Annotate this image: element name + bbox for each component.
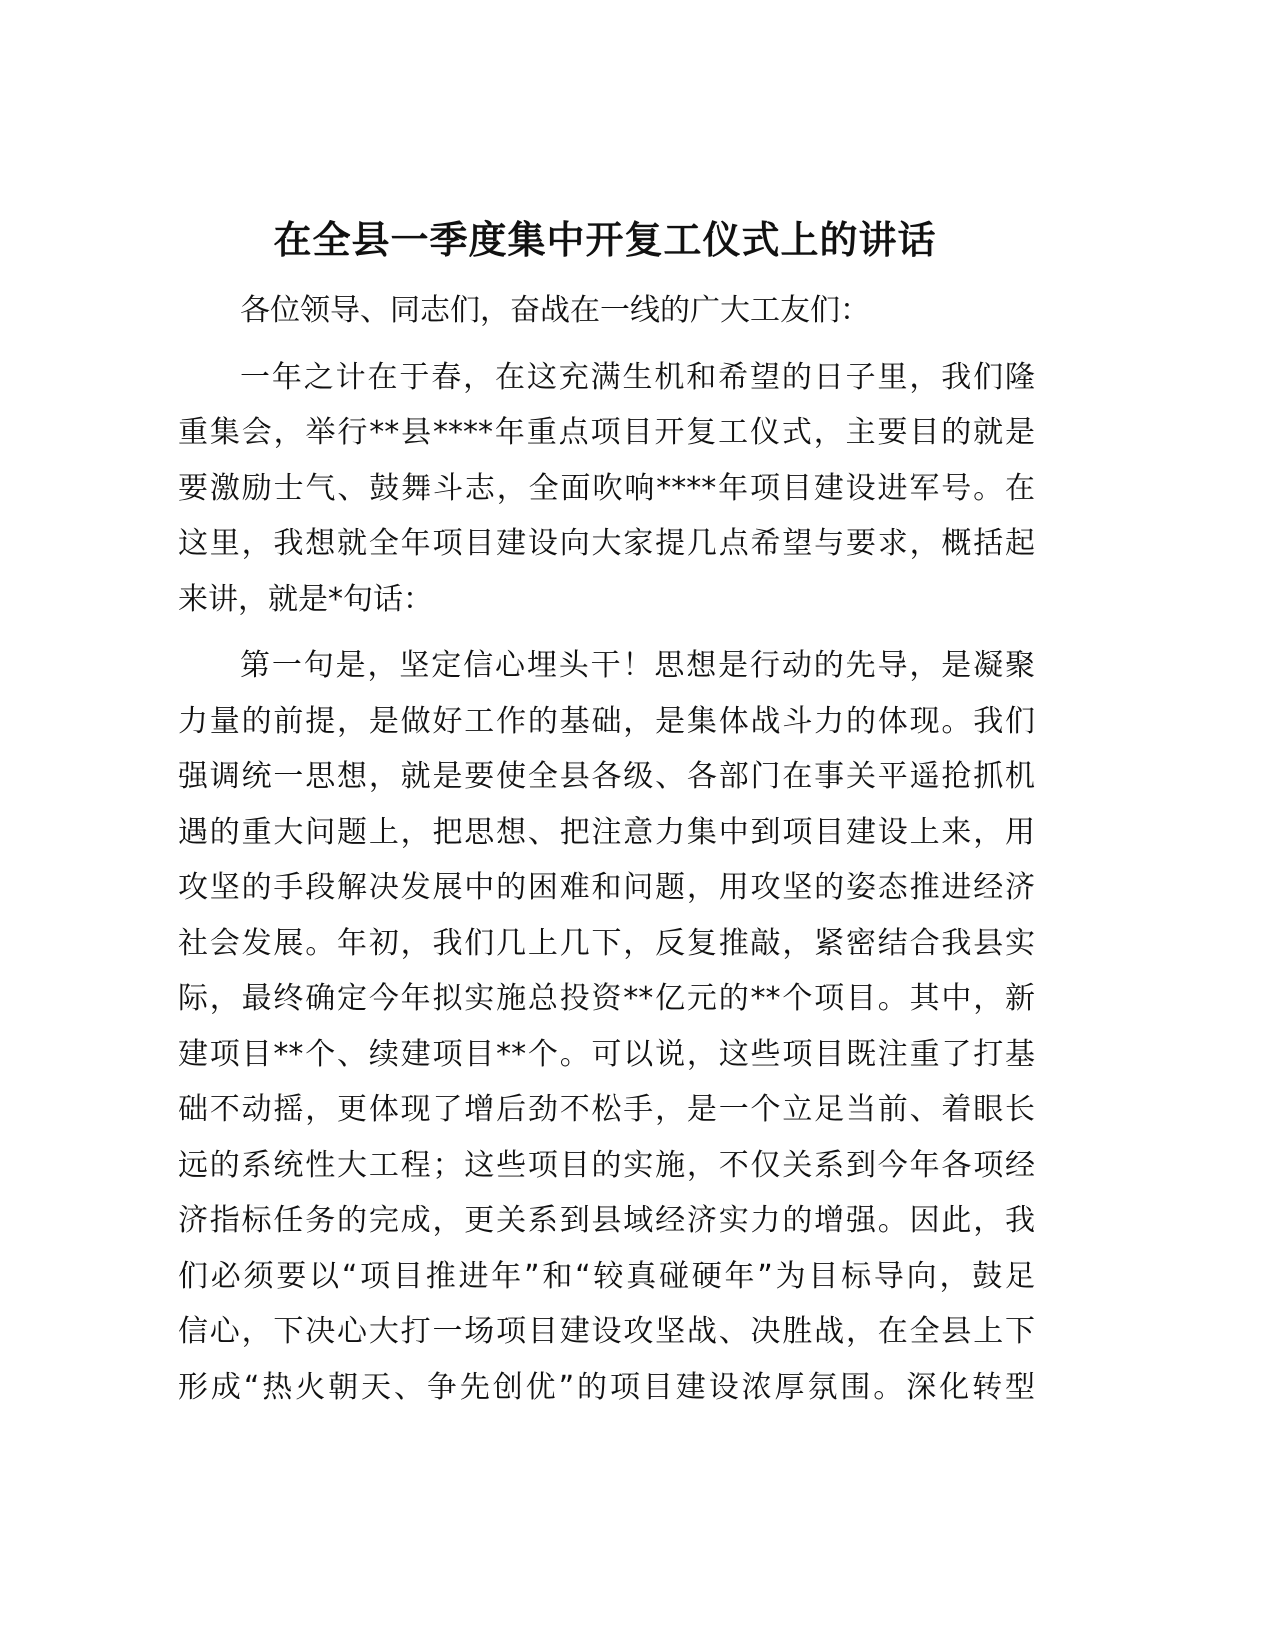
first-point-paragraph [178, 638, 1035, 1415]
salutation-paragraph [178, 283, 1035, 339]
text-line: 攻坚的手段解决发展中的困难和问题，用攻坚的姿态推进经济 [178, 870, 1035, 905]
text-line: 远的系统性大工程；这些项目的实施，不仅关系到今年各项经 [178, 1147, 1035, 1183]
document-body [178, 283, 1035, 1426]
text-line: 济指标任务的完成，更关系到县域经济实力的增强。因此，我 [178, 1203, 1035, 1238]
text-line: 来讲，就是*句话： [178, 581, 433, 617]
text-line: 第一句是，坚定信心埋头干！思想是行动的先导，是凝聚 [240, 648, 1035, 683]
text-line: 建项目**个、续建项目**个。可以说，这些项目既注重了打基 [178, 1036, 1035, 1072]
text-line: 们必须要以“项目推进年”和“较真碰硬年”为目标导向，鼓足 [178, 1258, 1035, 1294]
text-line: 一年之计在于春，在这充满生机和希望的日子里，我们隆 [240, 359, 1035, 395]
text-line: 各位领导、同志们，奋战在一线的广大工友们： [240, 293, 870, 328]
text-line: 重集会，举行**县****年重点项目开复工仪式，主要目的就是 [178, 415, 1035, 450]
text-line: 力量的前提，是做好工作的基础，是集体战斗力的体现。我们 [178, 703, 1035, 739]
text-line: 强调统一思想，就是要使全县各级、各部门在事关平遥抢抓机 [178, 759, 1035, 794]
document-title: 在全县一季度集中开复工仪式上的讲话 [273, 218, 937, 262]
text-line: 这里，我想就全年项目建设向大家提几点希望与要求，概括起 [178, 526, 1035, 561]
text-line: 础不动摇，更体现了增后劲不松手，是一个立足当前、着眼长 [178, 1092, 1035, 1127]
text-line: 要激励士气、鼓舞斗志，全面吹响****年项目建设进军号。在 [178, 470, 1035, 506]
text-line: 形成“热火朝天、争先创优”的项目建设浓厚氛围。深化转型 [178, 1369, 1035, 1405]
intro-paragraph [178, 350, 1035, 628]
text-line: 社会发展。年初，我们几上几下，反复推敲，紧密结合我县实 [178, 925, 1035, 961]
text-line: 遇的重大问题上，把思想、把注意力集中到项目建设上来，用 [178, 814, 1035, 850]
text-line: 际，最终确定今年拟实施总投资**亿元的**个项目。其中，新 [178, 981, 1035, 1016]
text-line: 信心，下决心大打一场项目建设攻坚战、决胜战，在全县上下 [178, 1314, 1035, 1349]
